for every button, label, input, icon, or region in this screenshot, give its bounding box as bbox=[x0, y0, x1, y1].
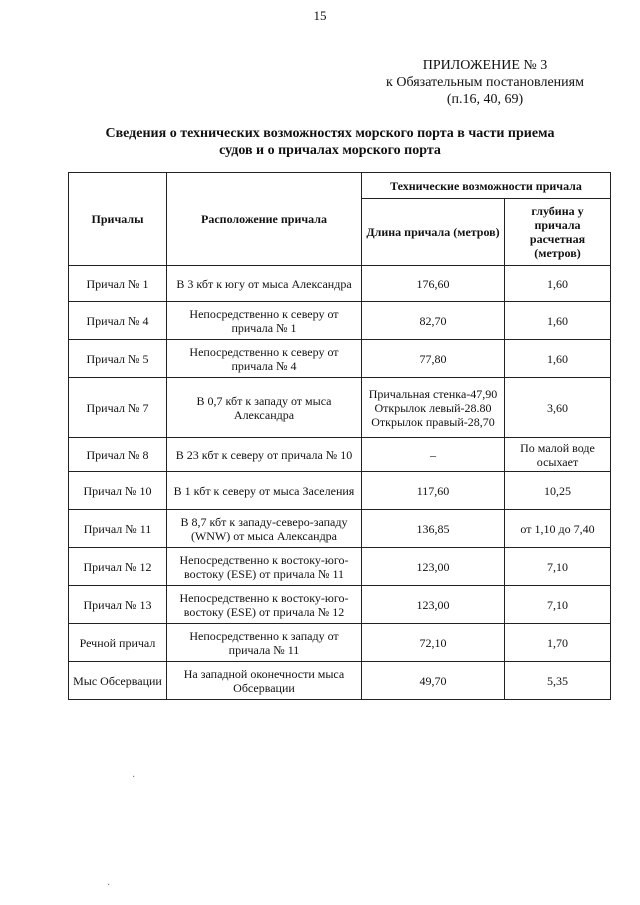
document-title bbox=[60, 125, 600, 159]
cell-berth: Причал № 12 bbox=[69, 548, 167, 586]
cell-berth: Причал № 1 bbox=[69, 266, 167, 302]
scan-mark: · bbox=[132, 772, 136, 783]
cell-berth: Причал № 5 bbox=[69, 340, 167, 378]
page-number: 15 bbox=[313, 8, 327, 23]
table-row bbox=[69, 586, 611, 624]
cell-berth: Мыс Обсервации bbox=[69, 662, 167, 700]
cell-location: В 8,7 кбт к западу-северо-западу (WNW) от мыса Александра bbox=[167, 510, 362, 548]
table-row bbox=[69, 624, 611, 662]
table-row bbox=[69, 378, 611, 438]
table-body bbox=[69, 266, 611, 700]
table-row bbox=[69, 662, 611, 700]
cell-berth: Причал № 8 bbox=[69, 438, 167, 472]
cell-length: 77,80 bbox=[362, 340, 505, 378]
table-row bbox=[69, 266, 611, 302]
cell-berth: Причал № 7 bbox=[69, 378, 167, 438]
cell-berth: Причал № 4 bbox=[69, 302, 167, 340]
header-location: Расположение причала bbox=[167, 173, 362, 266]
cell-depth: 1,60 bbox=[505, 266, 611, 302]
cell-location: В 23 кбт к северу от причала № 10 bbox=[167, 438, 362, 472]
berths-table bbox=[68, 172, 611, 700]
cell-location: Непосредственно к северу от причала № 4 bbox=[167, 340, 362, 378]
document-title-line-2: судов и о причалах морского порта bbox=[219, 143, 441, 158]
scan-mark: · bbox=[107, 880, 111, 891]
cell-length: 123,00 bbox=[362, 548, 505, 586]
cell-location: В 3 кбт к югу от мыса Александра bbox=[167, 266, 362, 302]
cell-depth: 1,60 bbox=[505, 340, 611, 378]
cell-length: – bbox=[362, 438, 505, 472]
cell-length: 72,10 bbox=[362, 624, 505, 662]
table-row bbox=[69, 302, 611, 340]
cell-depth: 5,35 bbox=[505, 662, 611, 700]
cell-depth: 1,70 bbox=[505, 624, 611, 662]
cell-length: 176,60 bbox=[362, 266, 505, 302]
cell-berth: Причал № 10 bbox=[69, 472, 167, 510]
table-row bbox=[69, 472, 611, 510]
cell-berth: Речной причал bbox=[69, 624, 167, 662]
cell-berth: Причал № 13 bbox=[69, 586, 167, 624]
cell-length: 117,60 bbox=[362, 472, 505, 510]
table-row bbox=[69, 510, 611, 548]
cell-location: На западной оконечности мыса Обсервации bbox=[167, 662, 362, 700]
cell-length: 49,70 bbox=[362, 662, 505, 700]
cell-berth: Причал № 11 bbox=[69, 510, 167, 548]
appendix-header bbox=[360, 57, 610, 108]
appendix-paragraphs: (п.16, 40, 69) bbox=[446, 92, 524, 107]
header-length: Длина причала (метров) bbox=[362, 199, 505, 266]
cell-length: 123,00 bbox=[362, 586, 505, 624]
cell-depth: 10,25 bbox=[505, 472, 611, 510]
header-berths: Причалы bbox=[69, 173, 167, 266]
appendix-number: ПРИЛОЖЕНИЕ № 3 bbox=[422, 58, 548, 73]
cell-depth: По малой воде осыхает bbox=[505, 438, 611, 472]
table-row bbox=[69, 438, 611, 472]
table-row bbox=[69, 548, 611, 586]
cell-depth: 7,10 bbox=[505, 586, 611, 624]
header-capabilities: Технические возможности причала bbox=[362, 173, 611, 199]
cell-depth: 7,10 bbox=[505, 548, 611, 586]
cell-location: Непосредственно к западу от причала № 11 bbox=[167, 624, 362, 662]
table-row bbox=[69, 340, 611, 378]
cell-length: 82,70 bbox=[362, 302, 505, 340]
cell-length: 136,85 bbox=[362, 510, 505, 548]
cell-depth: от 1,10 до 7,40 bbox=[505, 510, 611, 548]
document-title-line-1: Сведения о технических возможностях морского порта в части приема bbox=[105, 126, 555, 141]
cell-location: В 0,7 кбт к западу от мыса Александра bbox=[167, 378, 362, 438]
cell-length: Причальная стенка-47,90 Открылок левый-28.80 Открылок правый-28,70 bbox=[362, 378, 505, 438]
cell-location: Непосредственно к востоку-юго-востоку (ESE) от причала № 12 bbox=[167, 586, 362, 624]
cell-depth: 3,60 bbox=[505, 378, 611, 438]
cell-location: В 1 кбт к северу от мыса Заселения bbox=[167, 472, 362, 510]
cell-location: Непосредственно к северу от причала № 1 bbox=[167, 302, 362, 340]
header-depth: глубина у причала расчетная (метров) bbox=[505, 199, 611, 266]
appendix-reference: к Обязательным постановлениям bbox=[386, 75, 584, 90]
cell-depth: 1,60 bbox=[505, 302, 611, 340]
cell-location: Непосредственно к востоку-юго-востоку (ESE) от причала № 11 bbox=[167, 548, 362, 586]
